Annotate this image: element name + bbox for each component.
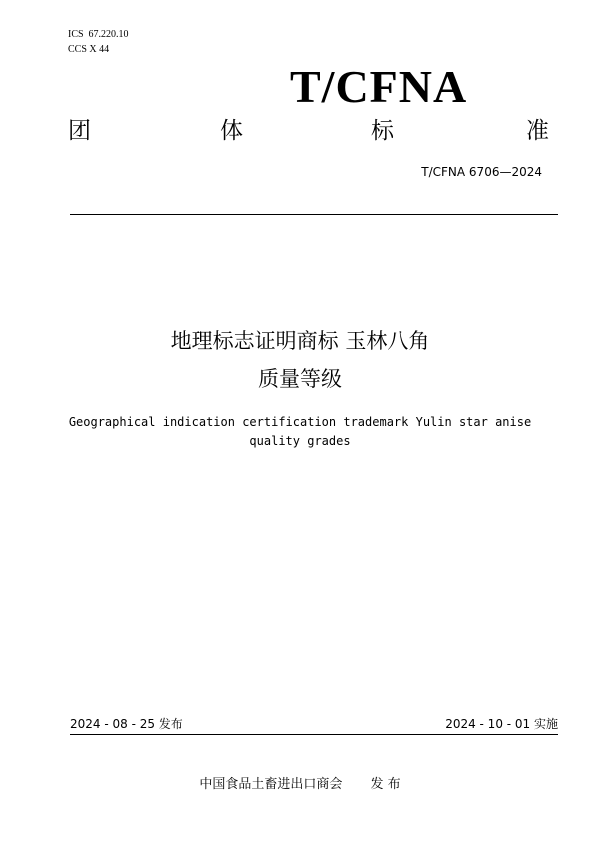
document-code: T/CFNA 6706—2024 — [421, 165, 542, 179]
standard-type-char: 标 — [371, 118, 394, 144]
title-english: Geographical indication certification trademark Yulin star anise quality grades — [68, 415, 532, 448]
ics-code: ICS 67.220.10 — [68, 29, 129, 40]
standard-type — [68, 115, 554, 147]
ccs-code: CCS X 44 — [68, 44, 110, 55]
publisher-name: 中国食品土畜进出口商会 — [199, 777, 343, 792]
publisher-line — [0, 776, 600, 794]
effective-date: 2024 - 10 - 01 实施 — [445, 717, 558, 731]
standard-logo: T/CFNA — [290, 61, 468, 112]
bottom-divider — [70, 734, 558, 735]
publisher-action: 发 布 — [370, 777, 401, 792]
standard-type-char: 团 — [68, 118, 91, 144]
title-chinese-line-1: 地理标志证明商标 玉林八角 — [170, 329, 430, 353]
standard-type-char: 体 — [220, 118, 243, 144]
title-chinese-line-2: 质量等级 — [258, 367, 342, 391]
top-divider — [70, 214, 558, 215]
standard-type-char: 准 — [526, 118, 549, 144]
publish-date: 2024 - 08 - 25 发布 — [70, 717, 183, 731]
